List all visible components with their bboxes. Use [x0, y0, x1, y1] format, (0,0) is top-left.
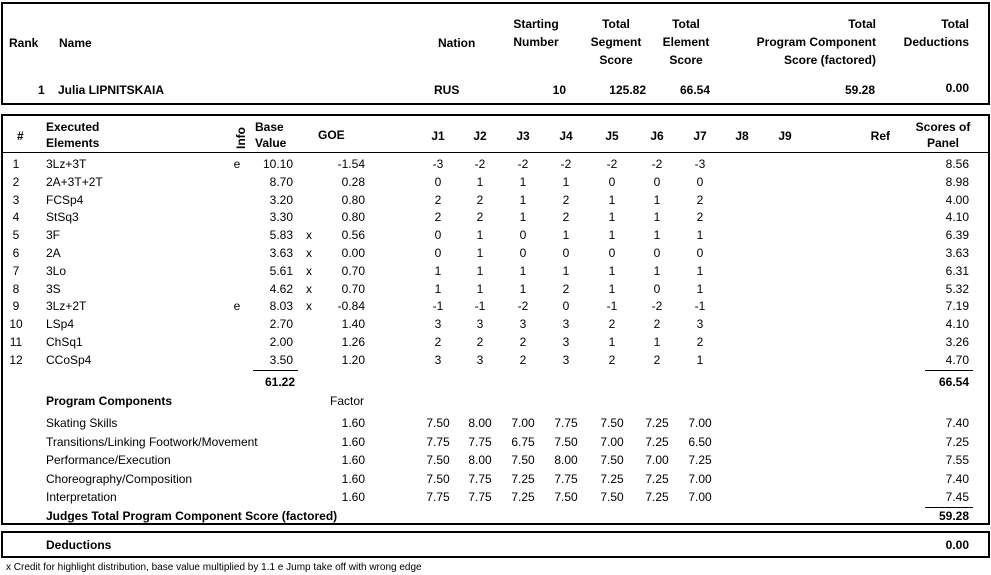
- element-judge-score: 0: [696, 174, 704, 189]
- element-goe: 0.80: [341, 192, 365, 207]
- skater-pcs: 59.28: [844, 83, 875, 97]
- component-judge-score: 7.25: [645, 490, 669, 505]
- deductions-header-2: Deductions: [903, 35, 969, 49]
- deductions-value: 0.00: [945, 538, 969, 552]
- element-base: 5.61: [269, 263, 293, 278]
- element-base: 3.20: [269, 192, 293, 207]
- component-judge-score: 7.75: [554, 416, 578, 430]
- name-header: Name: [59, 36, 92, 50]
- element-judge-score: 0: [434, 246, 442, 260]
- element-num: 5: [12, 228, 20, 243]
- component-judge-score: 7.75: [468, 434, 492, 449]
- element-judge-score: 2: [608, 352, 616, 367]
- executed-header-2: Elements: [46, 136, 100, 150]
- component-judge-score: 7.25: [511, 471, 535, 486]
- pcs-header-3: Score (factored): [783, 53, 876, 67]
- element-judge-score: 1: [519, 192, 527, 207]
- element-judge-score: 1: [476, 281, 484, 296]
- element-judge-score: -2: [606, 157, 618, 171]
- element-num: 6: [12, 246, 20, 260]
- element-judge-score: 2: [476, 210, 484, 225]
- element-num: 3: [12, 192, 20, 207]
- component-judge-score: 7.00: [688, 416, 712, 430]
- judge-header-1: J1: [431, 129, 445, 143]
- component-judge-score: 7.75: [426, 490, 450, 505]
- element-num: 4: [12, 210, 20, 225]
- element-judge-score: 0: [519, 228, 527, 243]
- component-panel: 7.45: [945, 490, 969, 505]
- component-judge-score: 8.00: [468, 416, 492, 430]
- element-base: 2.70: [269, 317, 293, 332]
- components-total-rule: [925, 507, 973, 508]
- footnote: x Credit for highlight distribution, base value multiplied by 1.1 e Jump take off with wrong edge: [6, 562, 422, 573]
- panel-header-1: Scores of: [915, 120, 971, 134]
- element-x-mark: x: [306, 263, 312, 278]
- element-goe: -0.84: [337, 299, 365, 314]
- component-factor: 1.60: [341, 453, 365, 468]
- element-panel: 4.70: [945, 352, 969, 367]
- deductions-label: Deductions: [46, 538, 112, 552]
- component-judge-score: 7.00: [645, 453, 669, 468]
- element-score-header-3: Score: [669, 53, 703, 67]
- base-total: 61.22: [264, 375, 295, 389]
- component-panel: 7.40: [945, 416, 969, 430]
- element-num: 1: [12, 157, 20, 171]
- element-judge-score: 3: [562, 335, 570, 349]
- element-judge-score: 2: [519, 335, 527, 349]
- element-name: 3Lz+2T: [46, 299, 87, 314]
- panel-total-rule: [925, 370, 973, 371]
- judge-header-3: J3: [516, 129, 530, 143]
- element-judge-score: 1: [608, 210, 616, 225]
- element-goe: 1.20: [341, 352, 365, 367]
- element-panel: 3.26: [945, 335, 969, 349]
- element-name: 3S: [46, 281, 61, 296]
- element-judge-score: 1: [653, 192, 661, 207]
- judge-header-2: J2: [473, 129, 487, 143]
- element-goe: 0.70: [341, 263, 365, 278]
- element-name: StSq3: [46, 210, 79, 225]
- element-judge-score: 2: [696, 192, 704, 207]
- element-judge-score: -2: [517, 157, 529, 171]
- element-judge-score: 1: [519, 263, 527, 278]
- element-judge-score: 2: [562, 210, 570, 225]
- component-judge-score: 7.50: [600, 416, 624, 430]
- base-value-header-2: Value: [255, 136, 287, 150]
- component-name: Performance/Execution: [46, 453, 171, 468]
- element-judge-score: 2: [653, 352, 661, 367]
- element-judge-score: -2: [474, 157, 486, 171]
- element-goe: 1.40: [341, 317, 365, 332]
- element-judge-score: 0: [608, 174, 616, 189]
- element-judge-score: 3: [696, 317, 704, 332]
- component-judge-score: 7.75: [554, 471, 578, 486]
- element-judge-score: 1: [696, 281, 704, 296]
- goe-header: GOE: [318, 128, 345, 142]
- element-judge-score: 1: [608, 228, 616, 243]
- components-total: 59.28: [938, 509, 969, 523]
- component-judge-score: 7.50: [426, 416, 450, 430]
- starting-number-header-1: Starting: [513, 17, 559, 31]
- element-judge-score: 1: [519, 210, 527, 225]
- component-judge-score: 7.50: [426, 453, 450, 468]
- element-panel: 6.39: [945, 228, 969, 243]
- component-factor: 1.60: [341, 471, 365, 486]
- element-judge-score: 3: [476, 317, 484, 332]
- segment-score-header-3: Score: [599, 53, 633, 67]
- executed-header-1: Executed: [46, 120, 100, 134]
- element-judge-score: -2: [651, 299, 663, 314]
- element-judge-score: 1: [519, 174, 527, 189]
- element-judge-score: 3: [434, 317, 442, 332]
- element-panel: 4.00: [945, 192, 969, 207]
- element-judge-score: 2: [696, 210, 704, 225]
- component-judge-score: 7.00: [600, 434, 624, 449]
- element-num: 10: [9, 317, 23, 332]
- element-name: CCoSp4: [46, 352, 92, 367]
- header-divider: [3, 152, 988, 153]
- element-judge-score: 2: [434, 192, 442, 207]
- element-name: 3Lz+3T: [46, 157, 87, 171]
- element-judge-score: 1: [476, 228, 484, 243]
- element-judge-score: 1: [562, 263, 570, 278]
- element-num: 2: [12, 174, 20, 189]
- element-judge-score: 1: [562, 228, 570, 243]
- skater-rank: 1: [38, 83, 45, 97]
- element-base: 5.83: [269, 228, 293, 243]
- element-judge-score: 0: [562, 299, 570, 314]
- element-score-header-2: Element: [662, 35, 710, 49]
- component-name: Transitions/Linking Footwork/Movement: [46, 434, 258, 449]
- element-judge-score: 0: [434, 174, 442, 189]
- ref-header: Ref: [870, 129, 890, 143]
- element-base: 8.70: [269, 174, 293, 189]
- element-judge-score: 1: [608, 335, 616, 349]
- element-num: 12: [9, 352, 23, 367]
- element-x-mark: x: [306, 246, 312, 260]
- component-panel: 7.25: [945, 434, 969, 449]
- component-panel: 7.55: [945, 453, 969, 468]
- element-goe: 1.26: [341, 335, 365, 349]
- element-goe: 0.28: [341, 174, 365, 189]
- element-judge-score: 0: [562, 246, 570, 260]
- component-judge-score: 7.50: [511, 453, 535, 468]
- element-panel: 5.32: [945, 281, 969, 296]
- element-goe: 0.56: [341, 228, 365, 243]
- element-panel: 3.63: [945, 246, 969, 260]
- element-judge-score: -1: [694, 299, 706, 314]
- judge-header-4: J4: [559, 129, 573, 143]
- element-panel: 6.31: [945, 263, 969, 278]
- component-judge-score: 7.75: [468, 490, 492, 505]
- segment-score-header-2: Segment: [590, 35, 642, 49]
- element-judge-score: 1: [653, 335, 661, 349]
- element-base: 10.10: [262, 157, 293, 171]
- element-panel: 8.56: [945, 157, 969, 171]
- judge-header-6: J6: [650, 129, 664, 143]
- judge-header-5: J5: [605, 129, 619, 143]
- element-judge-score: 0: [653, 246, 661, 260]
- info-header: Info: [234, 127, 248, 149]
- element-name: ChSq1: [46, 335, 83, 349]
- component-judge-score: 7.50: [554, 434, 578, 449]
- element-judge-score: 2: [562, 192, 570, 207]
- element-panel: 4.10: [945, 317, 969, 332]
- element-judge-score: 1: [562, 174, 570, 189]
- element-name: 3Lo: [46, 263, 67, 278]
- pcs-header-2: Program Component: [756, 35, 876, 49]
- element-goe: 0.00: [341, 246, 365, 260]
- panel-total: 66.54: [938, 375, 969, 389]
- element-judge-score: 2: [562, 281, 570, 296]
- element-judge-score: 3: [562, 317, 570, 332]
- component-judge-score: 7.00: [511, 416, 535, 430]
- element-judge-score: 2: [434, 210, 442, 225]
- element-judge-score: 1: [696, 228, 704, 243]
- element-judge-score: 3: [519, 317, 527, 332]
- element-num: 7: [12, 263, 20, 278]
- element-judge-score: 3: [434, 352, 442, 367]
- component-panel: 7.40: [945, 471, 969, 486]
- element-judge-score: 1: [653, 210, 661, 225]
- rank-header: Rank: [9, 36, 39, 50]
- component-judge-score: 7.25: [645, 416, 669, 430]
- element-name: LSp4: [46, 317, 75, 332]
- element-judge-score: 2: [608, 317, 616, 332]
- component-judge-score: 7.50: [554, 490, 578, 505]
- component-judge-score: 7.25: [688, 453, 712, 468]
- element-judge-score: 3: [476, 352, 484, 367]
- element-judge-score: 3: [562, 352, 570, 367]
- component-judge-score: 7.50: [426, 471, 450, 486]
- base-value-header-1: Base: [255, 120, 284, 134]
- element-judge-score: 1: [519, 281, 527, 296]
- element-panel: 4.10: [945, 210, 969, 225]
- element-judge-score: -2: [517, 299, 529, 314]
- element-x-mark: x: [306, 281, 312, 296]
- element-name: 2A: [46, 246, 61, 260]
- skater-name: Julia LIPNITSKAIA: [58, 83, 165, 97]
- elements-total-rule: [253, 370, 298, 371]
- starting-number-header-2: Number: [513, 35, 559, 49]
- element-base: 3.50: [269, 352, 293, 367]
- element-panel: 7.19: [945, 299, 969, 314]
- component-judge-score: 7.00: [688, 471, 712, 486]
- element-judge-score: 1: [608, 263, 616, 278]
- element-judge-score: -1: [432, 299, 444, 314]
- component-factor: 1.60: [341, 416, 365, 430]
- component-judge-score: 7.00: [688, 490, 712, 505]
- element-name: FCSp4: [46, 192, 84, 207]
- skater-element-score: 66.54: [679, 83, 710, 97]
- component-judge-score: 7.75: [426, 434, 450, 449]
- element-num: 11: [9, 335, 23, 349]
- factor-header: Factor: [330, 394, 365, 408]
- element-goe: -1.54: [337, 157, 365, 171]
- component-name: Interpretation: [46, 490, 117, 505]
- element-judge-score: 0: [608, 246, 616, 260]
- element-info: e: [233, 157, 241, 171]
- element-judge-score: 2: [434, 335, 442, 349]
- element-goe: 0.70: [341, 281, 365, 296]
- component-judge-score: 7.25: [600, 471, 624, 486]
- component-judge-score: 7.25: [645, 434, 669, 449]
- component-factor: 1.60: [341, 434, 365, 449]
- element-num: 8: [12, 281, 20, 296]
- element-judge-score: 2: [653, 317, 661, 332]
- components-title: Program Components: [46, 394, 173, 408]
- element-x-mark: x: [306, 228, 312, 243]
- element-panel: 8.98: [945, 174, 969, 189]
- element-goe: 0.80: [341, 210, 365, 225]
- element-base: 2.00: [269, 335, 293, 349]
- component-judge-score: 8.00: [554, 453, 578, 468]
- element-name: 3F: [46, 228, 61, 243]
- element-base: 3.30: [269, 210, 293, 225]
- element-judge-score: 1: [434, 281, 442, 296]
- element-judge-score: -3: [694, 157, 706, 171]
- element-num: 9: [12, 299, 20, 314]
- element-judge-score: 1: [476, 246, 484, 260]
- component-name: Choreography/Composition: [46, 471, 193, 486]
- num-header: #: [17, 129, 24, 143]
- element-judge-score: 2: [476, 192, 484, 207]
- element-judge-score: 0: [434, 228, 442, 243]
- element-judge-score: -1: [606, 299, 618, 314]
- component-judge-score: 7.75: [468, 471, 492, 486]
- skater-nation: RUS: [434, 83, 460, 97]
- element-judge-score: -1: [474, 299, 486, 314]
- deductions-box: [1, 531, 990, 558]
- element-judge-score: 1: [434, 263, 442, 278]
- element-judge-score: 2: [519, 352, 527, 367]
- element-judge-score: 1: [608, 192, 616, 207]
- component-judge-score: 7.50: [600, 490, 624, 505]
- element-judge-score: -2: [560, 157, 572, 171]
- element-score-header-1: Total: [672, 17, 700, 31]
- deductions-header-1: Total: [941, 17, 969, 31]
- element-judge-score: 0: [653, 281, 661, 296]
- pcs-header-1: Total: [848, 17, 876, 31]
- element-x-mark: x: [306, 299, 312, 314]
- skater-starting-number: 10: [552, 83, 566, 97]
- component-judge-score: 6.50: [688, 434, 712, 449]
- element-judge-score: 1: [476, 263, 484, 278]
- element-judge-score: -3: [432, 157, 444, 171]
- element-judge-score: 0: [696, 246, 704, 260]
- element-base: 4.62: [269, 281, 293, 296]
- element-judge-score: 0: [519, 246, 527, 260]
- skater-deductions: 0.00: [945, 81, 969, 95]
- nation-header: Nation: [438, 36, 476, 50]
- component-judge-score: 8.00: [468, 453, 492, 468]
- components-total-label: Judges Total Program Component Score (factored): [46, 509, 338, 523]
- judge-header-7: J7: [693, 129, 707, 143]
- component-judge-score: 7.25: [511, 490, 535, 505]
- element-base: 8.03: [269, 299, 293, 314]
- element-base: 3.63: [269, 246, 293, 260]
- component-name: Skating Skills: [46, 416, 118, 430]
- component-judge-score: 7.25: [645, 471, 669, 486]
- element-judge-score: 1: [653, 228, 661, 243]
- element-name: 2A+3T+2T: [46, 174, 103, 189]
- segment-score-header-1: Total: [602, 17, 630, 31]
- component-factor: 1.60: [341, 490, 365, 505]
- skater-segment-score: 125.82: [609, 83, 646, 97]
- element-judge-score: 2: [696, 335, 704, 349]
- element-judge-score: 1: [653, 263, 661, 278]
- judge-header-8: J8: [735, 129, 749, 143]
- panel-header-2: Panel: [926, 136, 959, 150]
- element-judge-score: 1: [476, 174, 484, 189]
- element-judge-score: 1: [608, 281, 616, 296]
- component-judge-score: 6.75: [511, 434, 535, 449]
- element-judge-score: -2: [651, 157, 663, 171]
- element-judge-score: 1: [696, 263, 704, 278]
- component-judge-score: 7.50: [600, 453, 624, 468]
- element-info: e: [233, 299, 241, 314]
- element-judge-score: 1: [696, 352, 704, 367]
- element-judge-score: 0: [653, 174, 661, 189]
- element-judge-score: 2: [476, 335, 484, 349]
- judge-header-9: J9: [778, 129, 792, 143]
